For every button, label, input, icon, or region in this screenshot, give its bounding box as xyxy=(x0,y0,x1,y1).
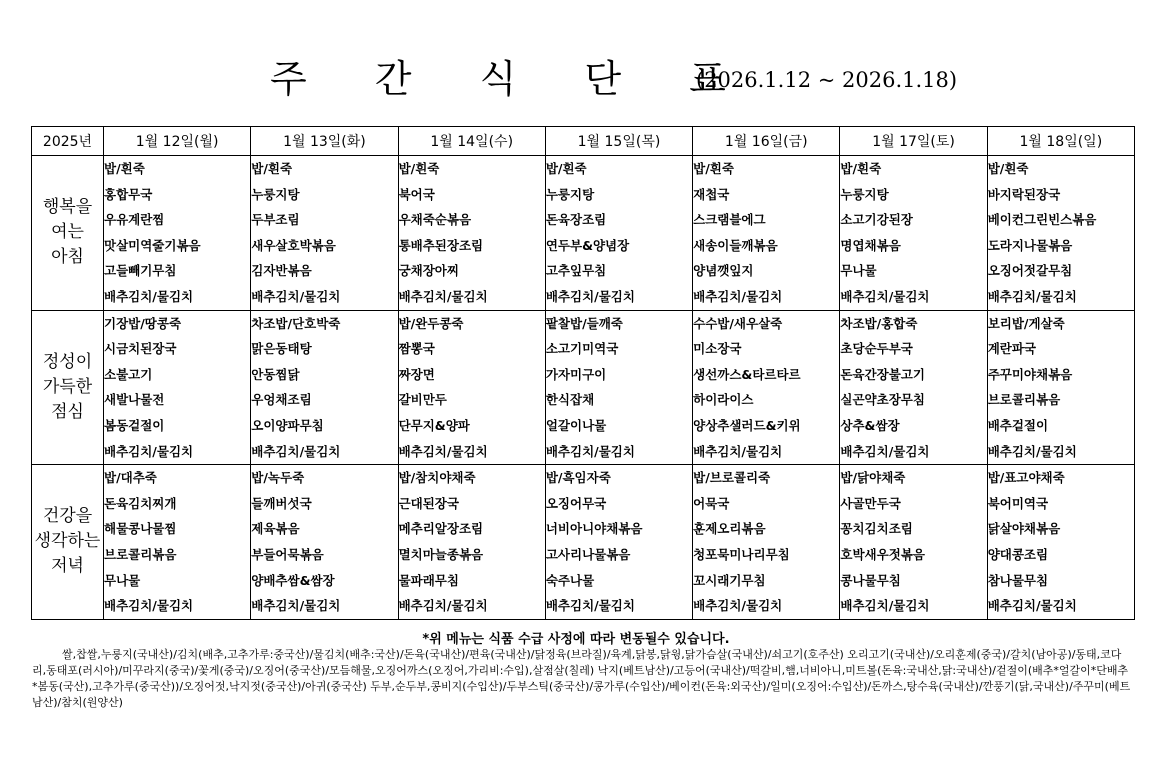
menu-item: 고사리나물볶음 xyxy=(545,546,631,562)
meal-label-line: 건강을 xyxy=(42,506,93,527)
menu-item: 근대된장국 xyxy=(398,495,459,511)
menu-item: 밥/흰죽 xyxy=(840,161,882,176)
menu-item: 보리밥/게살죽 xyxy=(987,315,1065,331)
menu-cell xyxy=(398,156,545,311)
menu-item: 밥/흰죽 xyxy=(987,161,1029,176)
menu-cell xyxy=(693,156,840,311)
menu-item: 배추김치/물김치 xyxy=(693,443,783,459)
change-notice: *위 메뉴는 식품 수급 사정에 따라 변동될수 있습니다. xyxy=(422,632,730,647)
menu-item: 배추김치/물김치 xyxy=(987,443,1077,459)
menu-item: 브로콜리볶음 xyxy=(987,392,1061,408)
menu-item: 오징어젓갈무침 xyxy=(987,263,1073,279)
meal-label-line: 여는 xyxy=(51,222,84,243)
menu-item: 배추김치/물김치 xyxy=(987,598,1077,614)
menu-item: 배추김치/물김치 xyxy=(104,288,194,304)
menu-item: 밥/대추죽 xyxy=(104,470,157,486)
menu-item: 재첩국 xyxy=(693,186,730,202)
menu-item: 궁채장아찌 xyxy=(398,263,459,279)
menu-item: 숙주나물 xyxy=(545,572,595,588)
menu-item: 기장밥/땅콩죽 xyxy=(104,315,182,331)
menu-item: 짜장면 xyxy=(398,366,435,382)
menu-item: 어묵국 xyxy=(693,495,730,511)
menu-item: 바지락된장국 xyxy=(987,186,1061,202)
menu-item: 배추김치/물김치 xyxy=(104,598,194,614)
menu-item: 안동찜닭 xyxy=(251,366,300,382)
menu-item: 꼬시래기무침 xyxy=(693,572,766,588)
menu-item: 팥찰밥/들깨죽 xyxy=(545,315,623,331)
menu-item: 배추김치/물김치 xyxy=(545,598,635,614)
menu-item: 시금치된장국 xyxy=(104,341,177,357)
menu-item: 배추김치/물김치 xyxy=(840,443,930,459)
menu-item: 연두부&양념장 xyxy=(545,237,630,253)
day-header-mon: 1월 12일(월) xyxy=(104,127,251,156)
menu-item: 양대콩조림 xyxy=(987,546,1049,562)
menu-item: 배추겉절이 xyxy=(987,417,1049,433)
menu-item: 무나물 xyxy=(104,572,141,588)
menu-item: 주꾸미야채볶음 xyxy=(987,366,1073,382)
meal-label-line: 생각하는 xyxy=(34,531,101,552)
meal-label-lunch xyxy=(32,310,104,465)
menu-item: 호박새우젓볶음 xyxy=(840,546,925,562)
day-header-fri: 1월 16일(금) xyxy=(693,127,840,156)
menu-item: 배추김치/물김치 xyxy=(398,598,488,614)
menu-cell xyxy=(840,465,987,620)
page-title: 주 간 식 단 표 xyxy=(270,57,754,101)
menu-cell xyxy=(104,156,251,311)
menu-item: 물파래무침 xyxy=(398,572,459,588)
meal-label-line: 점심 xyxy=(51,401,84,422)
day-header-thu: 1월 15일(목) xyxy=(545,127,692,156)
menu-item: 콩나물무침 xyxy=(840,572,901,588)
menu-item: 김자반볶음 xyxy=(251,263,312,279)
menu-item: 오징어무국 xyxy=(545,495,607,511)
menu-item: 홍합무국 xyxy=(104,186,153,202)
menu-item: 우엉채조림 xyxy=(251,392,312,408)
menu-item: 배추김치/물김치 xyxy=(545,288,635,304)
menu-item: 밥/흰죽 xyxy=(251,161,293,176)
menu-cell xyxy=(545,310,692,465)
menu-item: 갈비만두 xyxy=(398,392,447,408)
menu-item: 돈육김치찌개 xyxy=(104,495,177,511)
day-header-sun: 1월 18일(일) xyxy=(987,127,1134,156)
menu-item: 계란파국 xyxy=(987,341,1036,357)
menu-item: 누룽지탕 xyxy=(840,186,889,202)
menu-item: 해물콩나물찜 xyxy=(104,521,177,537)
menu-item: 메추리알장조림 xyxy=(398,521,484,537)
meal-row-breakfast xyxy=(32,156,1135,311)
meal-label-breakfast xyxy=(32,156,104,311)
menu-item: 명엽채볶음 xyxy=(840,237,901,253)
menu-item: 배추김치/물김치 xyxy=(987,288,1077,304)
meal-label-dinner xyxy=(32,465,104,620)
menu-item: 우유계란찜 xyxy=(104,212,165,228)
origin-info: 쌀,찹쌀,누룽지(국내산)/김치(배추,고추가루:중국산)/물김치(배추:국산)/돈육(국내산)/편육(국내산)/닭정육(브라질)/육계,닭봉,닭윙,닭가슴살(국내산)/쇠고기(호주산) 오리고기(국내산)/오리훈제(중국)/갈치(남아공)/동태,코다리,동태포(러시아)/미꾸라지(중국)/꽃게(중국)/오징어(중국산)/모듬해물,오징어까스(오징어,가리비:수입),살점살(칠레) 낙지(베트남산)/고등어(국내산)/떡갈비,햄,너비아니,미트볼(돈육:국내산,닭:국내산)/겉절이(배추*얼갈이*단배추*봄동(국산),고추가루(중국산))/오징어젓,낙지젓(중국산)/아귀(중국산) 두부,순두부,콩비지(수입산)/두부스틱(중국산)/콩가루(수입산)/베이컨(돈육:외국산)/일미(오징어:수입산)/돈까스,탕수육(국내산)/깐풍기(닭,국내산)/주꾸미(베트남산)/참치(원양산) xyxy=(32,648,1131,709)
menu-item: 훈제오리볶음 xyxy=(693,521,766,537)
menu-item: 부들어묵볶음 xyxy=(251,546,324,562)
menu-cell xyxy=(104,465,251,620)
date-period: (2026.1.12 ~ 2026.1.18) xyxy=(696,68,958,92)
menu-cell xyxy=(693,465,840,620)
menu-cell xyxy=(251,310,398,465)
menu-item: 오이양파무침 xyxy=(251,417,324,433)
menu-item: 베이컨그린빈스볶음 xyxy=(987,212,1097,228)
menu-cell xyxy=(398,310,545,465)
menu-item: 하이라이스 xyxy=(693,392,754,408)
menu-item: 실곤약초장무침 xyxy=(840,392,925,408)
menu-cell xyxy=(840,156,987,311)
menu-item: 배추김치/물김치 xyxy=(251,288,341,304)
year-header: 2025년 xyxy=(32,127,104,156)
menu-item: 배추김치/물김치 xyxy=(840,598,930,614)
menu-item: 우채죽순볶음 xyxy=(398,212,472,228)
meal-row-dinner xyxy=(32,465,1135,620)
menu-item: 배추김치/물김치 xyxy=(840,288,930,304)
menu-item: 밥/흑임자죽 xyxy=(545,470,611,486)
menu-item: 통배추된장조림 xyxy=(398,237,484,253)
meal-row-lunch xyxy=(32,310,1135,465)
menu-item: 생선까스&타르타르 xyxy=(693,366,801,382)
menu-item: 밥/흰죽 xyxy=(545,161,587,176)
meal-label-line: 아침 xyxy=(51,247,84,268)
meal-label-line: 저녁 xyxy=(51,556,84,577)
menu-item: 밥/흰죽 xyxy=(104,161,145,176)
menu-item: 밥/닭야채죽 xyxy=(840,470,906,486)
menu-item: 돈육장조림 xyxy=(545,212,607,228)
menu-item: 배추김치/물김치 xyxy=(398,288,488,304)
menu-item: 북어미역국 xyxy=(987,495,1049,511)
menu-item: 고추잎무침 xyxy=(545,263,607,279)
menu-item: 소고기미역국 xyxy=(545,341,619,357)
menu-item: 꽁치김치조림 xyxy=(840,521,913,537)
menu-item: 초당순두부국 xyxy=(840,341,913,357)
menu-item: 밥/표고야채죽 xyxy=(987,470,1065,486)
menu-item: 양념깻잎지 xyxy=(693,263,754,279)
menu-item: 얼갈이나물 xyxy=(545,417,607,433)
weekly-menu-table xyxy=(31,126,1135,620)
menu-item: 배추김치/물김치 xyxy=(545,443,635,459)
menu-item: 밥/완두콩죽 xyxy=(398,315,464,331)
menu-item: 차조밥/홍합죽 xyxy=(840,315,918,331)
menu-item: 소고기강된장 xyxy=(840,212,913,228)
menu-item: 배추김치/물김치 xyxy=(693,598,783,614)
menu-item: 배추김치/물김치 xyxy=(398,443,488,459)
meal-label-line: 정성이 xyxy=(42,351,93,372)
menu-cell xyxy=(840,310,987,465)
menu-item: 새우살호박볶음 xyxy=(251,237,336,253)
menu-item: 소불고기 xyxy=(104,366,153,382)
menu-item: 무나물 xyxy=(840,263,877,279)
menu-item: 누룽지탕 xyxy=(251,186,300,202)
day-header-sat: 1월 17일(토) xyxy=(840,127,987,156)
menu-item: 수수밥/새우살죽 xyxy=(693,315,783,331)
menu-item: 닭살야채볶음 xyxy=(987,521,1061,537)
menu-item: 새송이들깨볶음 xyxy=(693,237,778,253)
menu-item: 상추&쌈장 xyxy=(840,417,900,433)
menu-item: 누룽지탕 xyxy=(545,186,595,202)
menu-item: 두부조림 xyxy=(251,212,300,228)
menu-item: 맛살미역줄기볶음 xyxy=(104,237,201,253)
menu-item: 스크램블에그 xyxy=(693,212,766,228)
menu-cell xyxy=(693,310,840,465)
menu-cell xyxy=(398,465,545,620)
menu-item: 멸치마늘종볶음 xyxy=(398,546,484,562)
day-header-wed: 1월 14일(수) xyxy=(398,127,545,156)
menu-item: 한식잡채 xyxy=(545,392,595,408)
menu-item: 밥/흰죽 xyxy=(693,161,734,176)
menu-item: 배추김치/물김치 xyxy=(104,443,194,459)
menu-cell xyxy=(251,465,398,620)
menu-item: 배추김치/물김치 xyxy=(251,598,341,614)
menu-item: 미소장국 xyxy=(693,341,742,357)
menu-item: 차조밥/단호박죽 xyxy=(251,315,341,331)
menu-cell xyxy=(545,156,692,311)
menu-item: 북어국 xyxy=(398,186,435,202)
menu-item: 제육볶음 xyxy=(251,521,300,537)
day-header-tue: 1월 13일(화) xyxy=(251,127,398,156)
menu-cell xyxy=(251,156,398,311)
meal-label-line: 행복을 xyxy=(42,197,93,218)
menu-item: 밥/녹두죽 xyxy=(251,470,305,486)
menu-item: 돈육간장불고기 xyxy=(840,366,925,382)
menu-item: 배추김치/물김치 xyxy=(251,443,341,459)
menu-item: 가자미구이 xyxy=(545,366,607,382)
header-row xyxy=(32,127,1135,156)
menu-item: 양배추쌈&쌈장 xyxy=(251,572,335,588)
menu-item: 밥/참치야채죽 xyxy=(398,470,476,486)
menu-item: 밥/흰죽 xyxy=(398,161,440,176)
menu-cell xyxy=(104,310,251,465)
menu-cell xyxy=(987,465,1134,620)
menu-item: 들깨버섯국 xyxy=(251,495,312,511)
menu-item: 청포묵미나리무침 xyxy=(693,546,790,562)
menu-item: 고들빼기무침 xyxy=(104,263,177,279)
menu-cell xyxy=(987,310,1134,465)
menu-item: 사골만두국 xyxy=(840,495,901,511)
menu-item: 밥/브로콜리죽 xyxy=(693,470,771,486)
menu-item: 배추김치/물김치 xyxy=(693,288,783,304)
meal-label-line: 가득한 xyxy=(42,376,93,397)
menu-item: 양상추샐러드&키위 xyxy=(693,417,801,433)
menu-cell xyxy=(987,156,1134,311)
menu-item: 참나물무침 xyxy=(987,572,1049,588)
menu-item: 새발나물전 xyxy=(104,392,165,408)
menu-cell xyxy=(545,465,692,620)
menu-item: 브로콜리볶음 xyxy=(104,546,177,562)
menu-item: 단무지&양파 xyxy=(398,417,470,433)
menu-item: 봄동겉절이 xyxy=(104,417,165,433)
menu-item: 맑은동태탕 xyxy=(251,341,312,357)
menu-item: 짬뽕국 xyxy=(398,341,435,357)
menu-item: 너비아니야채볶음 xyxy=(545,521,643,537)
menu-item: 도라지나물볶음 xyxy=(987,237,1073,253)
